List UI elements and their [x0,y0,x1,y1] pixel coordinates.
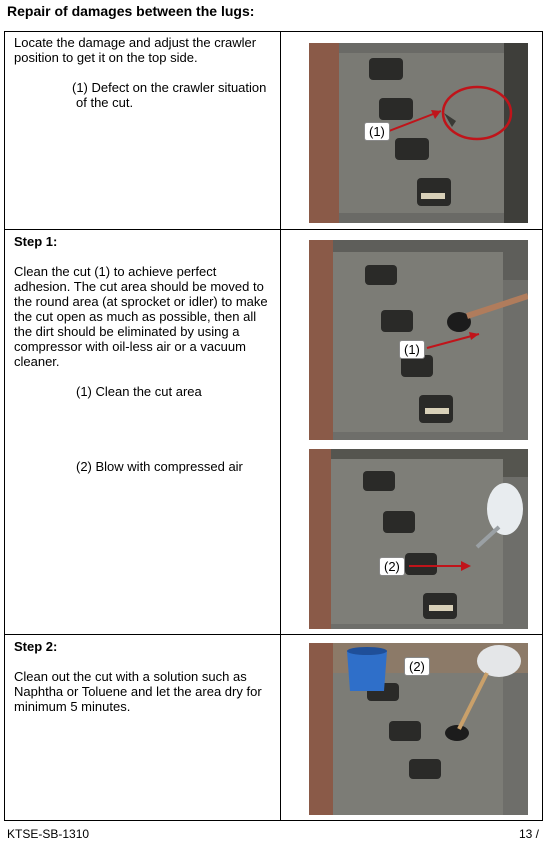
row-1-paragraph: Locate the damage and adjust the crawler position to get it on the top side. [14,35,257,65]
row-3-text [14,639,276,714]
row-divider [4,634,543,635]
table-border-right [542,31,543,821]
step-2-heading: Step 2: [14,639,58,654]
step-2-paragraph: Clean out the cut with a solution such as Naphtha or Toluene and let the area dry for minimum 5 minutes. [14,669,262,714]
row-2-text [14,234,276,474]
step-1-paragraph: Clean the cut (1) to achieve perfect adhesion. The cut area should be moved to the round area (at sprocket or idler) to make the cut open as much as possible, then all the dirt should be eliminated by using a compressor with oil-less air or a vacuum cleaner. [14,264,268,369]
step-1-item-1: (1) Clean the cut area [76,384,202,399]
row-1-text [14,35,276,110]
photo-clean-cut [309,240,528,440]
row-divider [4,229,543,230]
photo-callout: (2) [379,557,405,576]
footer-page-number: 13 / [518,827,539,841]
table-border-left [4,31,5,821]
photo-solvent-clean [309,643,528,815]
photo-callout: (1) [399,340,425,359]
table-border-top [4,31,543,32]
footer-doc-id: KTSE-SB-1310 [7,827,90,841]
table-border-bottom [4,820,543,821]
row-1-item-1: (1) Defect on the crawler situation of the cut. [72,80,267,110]
photo-callout: (1) [364,122,390,141]
photo-callout: (2) [404,657,430,676]
photo-blow-air [309,449,528,629]
photo-crawler-defect [309,43,528,223]
step-1-heading: Step 1: [14,234,58,249]
page-title: Repair of damages between the lugs: [7,3,255,19]
column-divider [280,31,281,821]
step-1-item-2: (2) Blow with compressed air [76,459,243,474]
procedure-table [4,31,543,821]
